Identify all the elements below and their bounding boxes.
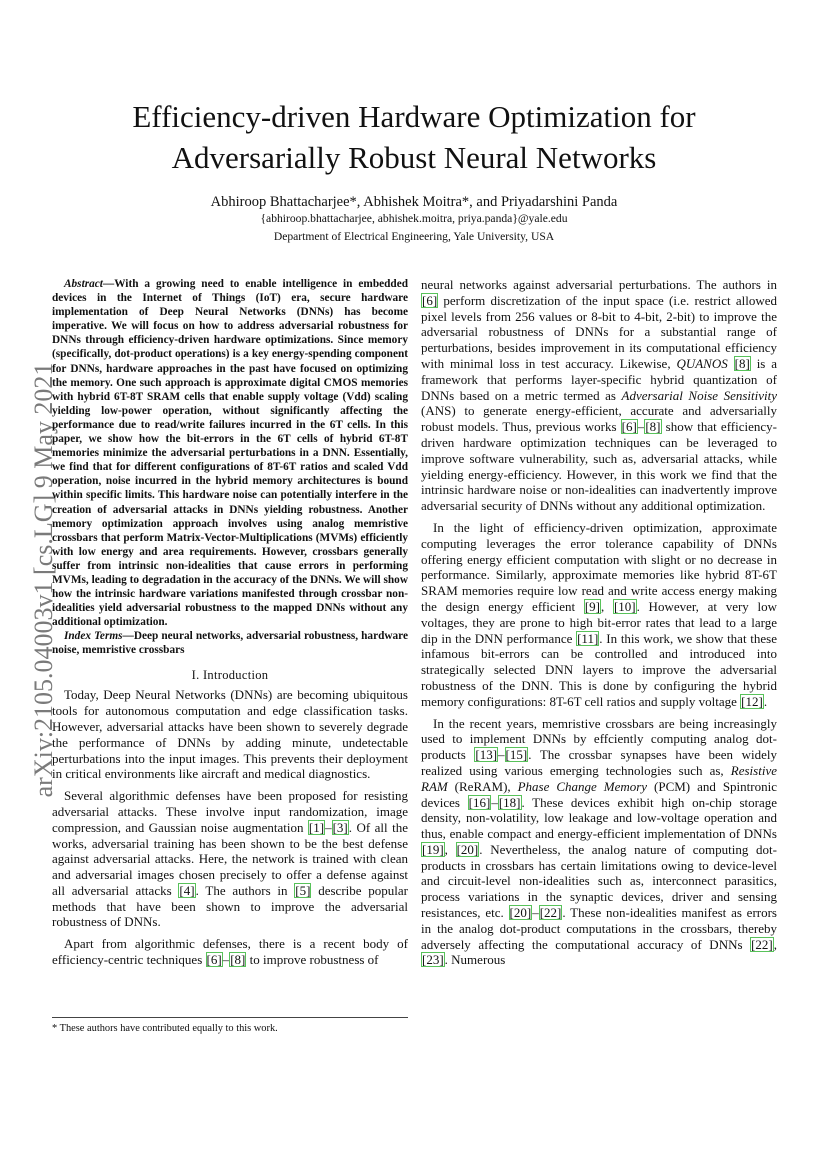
citation-link[interactable]: [20] bbox=[456, 841, 479, 857]
paper-title bbox=[60, 96, 768, 178]
emphasized-term: Resistive RAM bbox=[421, 762, 777, 794]
paragraph-text: is a framework that performs layer-specific hybrid quantization of DNNs based on a metric termed as bbox=[421, 355, 778, 403]
paragraph-text: , bbox=[600, 598, 613, 614]
citation-link[interactable]: [13] bbox=[475, 747, 498, 763]
body-paragraph bbox=[52, 936, 408, 968]
paragraph-text: – bbox=[532, 905, 539, 921]
paragraph-text: . Of all the works, adversarial training has been shown to be the best defense against adversarial attacks. Here, the network is trained with clean and adversarial images chosen precisely to offer a defense against all adversarial attacks bbox=[52, 819, 409, 898]
index-terms bbox=[52, 629, 408, 657]
section-heading: I. Introduction bbox=[191, 667, 269, 682]
citation-link[interactable]: [6] bbox=[206, 952, 222, 968]
paragraph-text: describe popular methods that have been shown to improve the adversarial robustness of DNNs. bbox=[52, 882, 409, 930]
paragraph-text: . In this work, we show that these infamous bit-errors can be controlled and introduced into strategically selected DNN layers to improve the adversarial robustness of the DNN. This is done by configuring the hybrid memory configurations: 8T-6T cell ratios and supply voltage bbox=[421, 630, 778, 709]
citation-link[interactable]: [16] bbox=[468, 794, 491, 810]
paragraph-text: In the recent years, memristive crossbars are being increasingly used to implement DNNs by effciently computing analog dot-products bbox=[421, 715, 777, 763]
paragraph-text: – bbox=[222, 952, 230, 968]
abstract-text: —With a growing need to enable intelligence in embedded devices in the Internet of Things (IoT) era, secure hardware implementation of Deep Neural Networks (DNNs) has become imperative. We will focus on how to address adversarial robustness for DNNs through efficiency-driven hardware optimizations. Since memory (specifically, dot-product operations) is a key energy-spending component for DNNs, hardware approaches in the past have focused on optimizing the memory. One such approach is approximate digital CMOS memories with hybrid 6T-8T SRAM cells that enable supply voltage (Vdd) scaling yielding low-power operation, without significantly affecting the performance due to read/write failures incurred in the 6T cells. In this paper, we show how the bit-errors in the 6T cells of hybrid 6T-8T memories minimize the adversarial perturbations in a DNN. Essentially, we find that for different configurations of 8T-6T ratios and scaled Vdd operation, noise incurred in the hybrid memory architectures is bound within specific limits. This hardware noise can potentially interfere in the creation of adversarial attacks in DNNs yielding robustness. Another memory optimization approach involves using analog memristive crossbars that perform Matrix-Vector-Multiplications (MVMs) efficiently with low energy and area requirements. However, crossbars generally suffer from intrinsic non-idealities that cause errors in performing MVMs, leading to degradation in the accuracy of the DNNs. We will show how the intrinsic hardware variations manifested through crossbar non-idealities yield adversarial robustness to the mapped DNNs without any additional optimization. bbox=[52, 278, 408, 629]
paragraph-text: . These non-idealities manifest as errors in the analog dot-product computations in the crossbars, thereby adversely affecting the computational accuracy of DNNs bbox=[421, 905, 777, 952]
citation-link[interactable]: [22] bbox=[539, 905, 562, 921]
paragraph-text: – bbox=[498, 747, 505, 763]
citation-link[interactable]: [10] bbox=[613, 598, 636, 614]
paragraph-text: Several algorithmic defenses have been proposed for resisting adversarial attacks. These involve input randomization, image compression, and Gaussian noise augmentation bbox=[52, 788, 408, 835]
citation-link[interactable]: [6] bbox=[621, 419, 637, 435]
paragraph-text: , bbox=[773, 936, 777, 952]
citation-link[interactable]: [12] bbox=[741, 693, 763, 709]
author-list: Abhiroop Bhattacharjee*, Abhishek Moitra*, and Priyadarshini Panda bbox=[210, 194, 618, 210]
citation-link[interactable]: [5] bbox=[295, 882, 311, 898]
title-line-2: Adversarially Robust Neural Networks bbox=[171, 140, 657, 175]
citation-link[interactable]: [15] bbox=[505, 747, 528, 763]
citation-link[interactable]: [9] bbox=[584, 598, 600, 614]
citation-link[interactable]: [22] bbox=[751, 936, 773, 952]
title-line-1: Efficiency-driven Hardware Optimization for bbox=[132, 99, 696, 134]
citation-link[interactable]: [3] bbox=[332, 819, 348, 835]
index-terms-text: —Deep neural networks, adversarial robustness, hardware noise, memristive crossbars bbox=[52, 630, 408, 657]
paragraph-text: perform discretization of the input space (i.e. restrict allowed pixel levels from 256 values or 8-bit to 4-bit, 2-bit) to improve the adversarial robustness of DNNs for a substantial range of perturbations, besides improvement in its computational efficiency with minimal loss in test accuracy. Likewise, bbox=[421, 292, 777, 371]
left-body bbox=[52, 687, 408, 968]
paragraph-text: (ReRAM), bbox=[447, 778, 518, 794]
emphasized-term: Adversarial Noise Sensitivity bbox=[621, 387, 777, 403]
paragraph-text: . These devices exhibit high on-chip storage density, non-volatility, low leakage and low-voltage operation and thus, enable compact and energy-efficient implementation of DNNs bbox=[421, 794, 777, 842]
paragraph-text: , bbox=[444, 841, 456, 857]
body-paragraph bbox=[52, 687, 408, 782]
paragraph-text: neural networks against adversarial perturbations. The authors in bbox=[421, 277, 777, 292]
paragraph-text: show that efficiency-driven hardware optimization techniques can be leveraged to improve software vulnerability, such as, adversarial attacks, while yielding energy-efficiency. However, in this work we find that the intrinsic hardware noise or non-idealities can inadvertently improve adversarial security of DNNs without any additional optimization. bbox=[421, 419, 777, 514]
paragraph-text: (PCM) and Spintronic devices bbox=[421, 778, 777, 810]
paragraph-text: Apart from algorithmic defenses, there is a recent body of efficiency-centric techniques bbox=[52, 936, 408, 968]
body-paragraph bbox=[421, 716, 777, 969]
citation-link[interactable]: [23] bbox=[422, 952, 444, 968]
paragraph-text: . The crossbar synapses have been widely realized using various emerging technologies such as, bbox=[421, 747, 777, 778]
body-paragraph bbox=[421, 520, 777, 710]
abstract bbox=[52, 277, 408, 629]
paragraph-text: (ANS) to generate energy-efficient, accurate and adversarially robust models. Thus, previous works bbox=[421, 403, 777, 435]
abstract-label: Abstract bbox=[64, 278, 103, 290]
right-column bbox=[421, 277, 777, 968]
body-paragraph bbox=[421, 277, 777, 514]
footnote: * These authors have contributed equally to this work. bbox=[52, 1017, 408, 1035]
citation-link[interactable]: [11] bbox=[577, 630, 599, 646]
citation-link[interactable]: [18] bbox=[498, 794, 521, 810]
citation-link[interactable]: [8] bbox=[230, 952, 246, 968]
index-terms-label: Index Terms bbox=[64, 630, 123, 643]
paragraph-text: . However, at very low voltages, they are prone to high bit-error rates that lead to a large dip in the DNN performance bbox=[421, 598, 778, 646]
paragraph-text: . The authors in bbox=[195, 882, 295, 898]
emphasized-term: QUANOS bbox=[676, 355, 728, 371]
citation-link[interactable]: [6] bbox=[422, 292, 438, 308]
affiliation: Department of Electrical Engineering, Yale University, USA bbox=[273, 230, 555, 243]
citation-link[interactable]: [20] bbox=[509, 905, 532, 921]
emphasized-term: Phase Change Memory bbox=[517, 778, 648, 794]
citation-link[interactable]: [4] bbox=[179, 882, 195, 898]
paragraph-text: Today, Deep Neural Networks (DNNs) are becoming ubiquitous tools for autonomous computation and edge classification tasks. However, adversarial attacks have been shown to severely degrade the performance of DNNs by adding minute, undetectable perturbations into the input images. This prevents their deployment in critical environments like aircraft and medical diagnostics. bbox=[52, 687, 408, 782]
right-body bbox=[421, 277, 777, 968]
paragraph-text: . Numerous bbox=[444, 952, 506, 968]
paragraph-text: . bbox=[763, 693, 768, 709]
left-column bbox=[52, 277, 408, 968]
paragraph-text: – bbox=[491, 794, 498, 810]
citation-link[interactable]: [8] bbox=[645, 419, 661, 435]
citation-link[interactable]: [19] bbox=[422, 841, 444, 857]
paragraph-text: to improve robustness of bbox=[246, 952, 379, 968]
citation-link[interactable]: [1] bbox=[308, 819, 325, 835]
paragraph-text: – bbox=[325, 819, 332, 835]
paragraph-text bbox=[728, 356, 734, 371]
paragraph-text: . Nevertheless, the analog nature of computing dot-products in crossbars has certain limitations owing to device-level and circuit-level non-idealities such as, interconnect parasitics, process variations in the synaptic devices, driver and sensing resistances, etc. bbox=[421, 841, 777, 921]
citation-link[interactable]: [8] bbox=[734, 355, 750, 371]
arxiv-identifier: arXiv:2105.04003v1 [cs.LG] 9 May 2021 bbox=[29, 362, 58, 798]
author-emails: {abhiroop.bhattacharjee, abhishek.moitra, priya.panda}@yale.edu bbox=[260, 212, 568, 225]
body-paragraph bbox=[52, 788, 408, 930]
paragraph-text: – bbox=[637, 419, 645, 435]
paragraph-text: In the light of efficiency-driven optimization, approximate computing leverages the error tolerance capability of DNNs offering energy efficient computation with slight or no decrease in performance. Similarly, approximate memories like hybrid 8T-6T SRAM memories require low read and write access energy making the design energy efficient bbox=[421, 519, 777, 614]
